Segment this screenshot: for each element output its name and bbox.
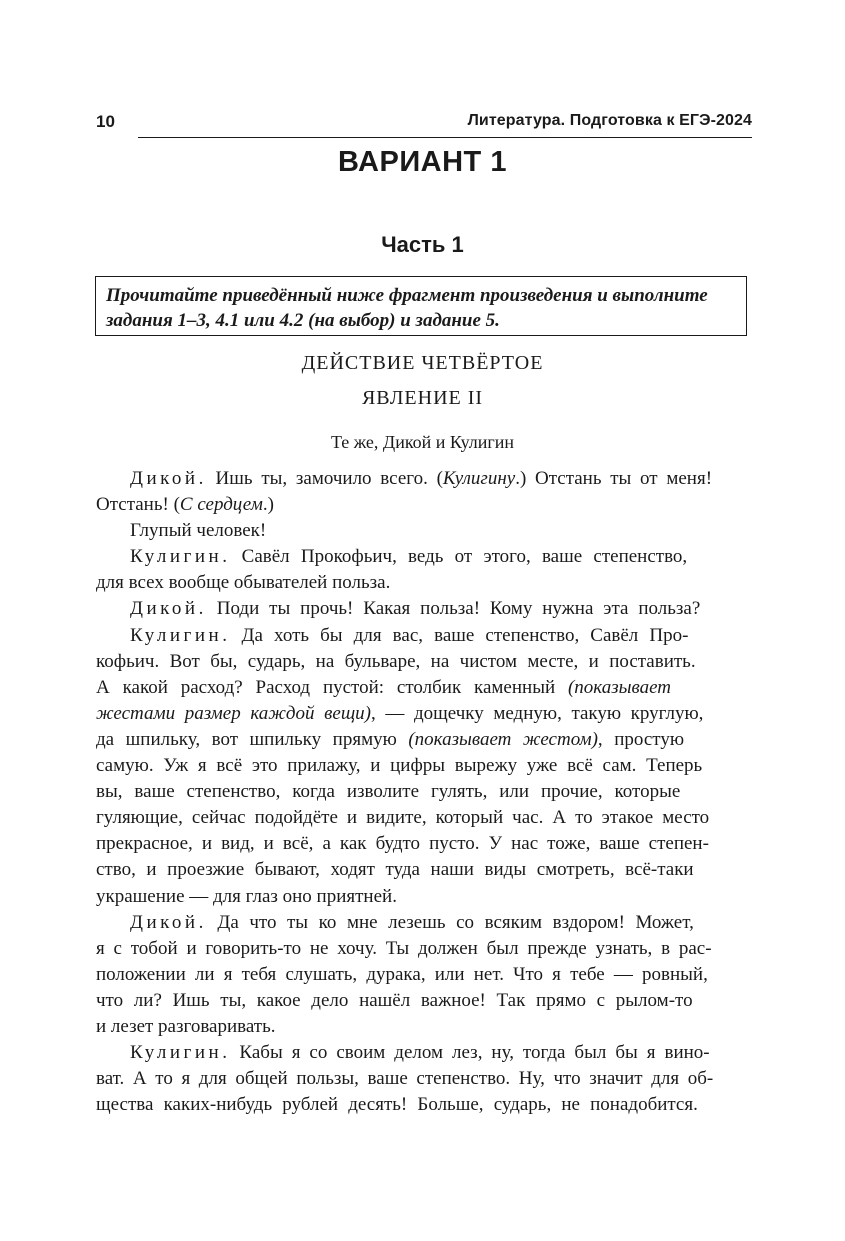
text-line: прекрасное, и вид, и всё, а как будто пусто. У нас тоже, ваше степен- xyxy=(96,833,709,855)
text-line: Кулигин. Савёл Прокофьич, ведь от этого, ваше степенство, xyxy=(130,546,688,568)
header-rule xyxy=(138,137,752,138)
text-line: Кулигин. Да хоть бы для вас, ваше степенство, Савёл Про- xyxy=(130,624,689,646)
text-line: Глупый человек! xyxy=(130,520,267,542)
variant-title: ВАРИАНТ 1 xyxy=(338,146,507,178)
text-line: ство, и проезжие бывают, ходят туда наши виды смотреть, всё-таки xyxy=(96,859,694,881)
speaker-name: Кулигин. xyxy=(130,1042,231,1064)
text-line: А какой расход? Расход пустой: столбик каменный (показывает xyxy=(96,676,672,698)
text-line: щества каких-нибудь рублей десять! Больше, сударь, не понадобится. xyxy=(96,1094,698,1116)
text-line: жестами размер каждой вещи), — дощечку медную, такую круглую, xyxy=(96,702,704,724)
speaker-name: Дикой. xyxy=(130,911,207,933)
text-line: кофьич. Вот бы, сударь, на бульваре, на чистом месте, и поставить. xyxy=(96,650,696,672)
scene-title: ЯВЛЕНИЕ II xyxy=(361,387,484,409)
book-title: Литература. Подготовка к ЕГЭ-2024 xyxy=(467,112,752,129)
text-line: что ли? Ишь ты, какое дело нашёл важное! Так прямо с рылом-то xyxy=(96,989,693,1011)
text-line: Кулигин. Кабы я со своим делом лез, ну, тогда был бы я вино- xyxy=(130,1042,710,1064)
text-line: самую. Уж я всё это прилажу, и цифры вырежу уже всё сам. Теперь xyxy=(96,755,703,777)
text-line: Дикой. Ишь ты, замочило всего. (Кулигину.) Отстань ты от меня! xyxy=(130,468,713,489)
speaker-name: Дикой. xyxy=(130,598,207,620)
speaker-name: Кулигин. xyxy=(130,624,231,646)
text-line: ват. А то я для общей пользы, ваше степенство. Ну, что значит для об- xyxy=(96,1068,714,1090)
task-instruction-box xyxy=(95,276,747,336)
speaker-name: Кулигин. xyxy=(130,546,231,568)
text-line: Дикой. Да что ты ко мне лезешь со всяким вздором! Может, xyxy=(130,911,694,933)
text-line: украшение — для глаз оно приятней. xyxy=(96,885,397,907)
text-line: я с тобой и говорить-то не хочу. Ты должен был прежде узнать, в рас- xyxy=(96,937,712,959)
task-line-1: Прочитайте приведённый ниже фрагмент произведения и выполните xyxy=(106,285,708,306)
text-line: для всех вообще обывателей польза. xyxy=(96,572,391,594)
stage-direction: С сердцем xyxy=(179,494,263,516)
stage-direction: (показывает xyxy=(567,676,672,698)
text-line: Отстань! (С сердцем.) xyxy=(96,494,274,516)
text-line: и лезет разговаривать. xyxy=(96,1015,276,1037)
stage-direction: (показывает жестом) xyxy=(408,728,598,750)
page-number: 10 xyxy=(96,112,115,131)
stage-direction: Кулигину xyxy=(442,468,516,489)
text-line: положении ли я тебя слушать, дурака, или нет. Что я тебе — ровный, xyxy=(96,963,708,985)
text-line: гуляющие, сейчас подойдёте и видите, который час. А то этакое место xyxy=(96,807,710,829)
running-head xyxy=(96,112,752,140)
text-line: да шпильку, вот шпильку прямую (показывает жестом), простую xyxy=(96,728,685,750)
task-line-2: задания 1–3, 4.1 или 4.2 (на выбор) и задание 5. xyxy=(106,310,500,331)
play-text xyxy=(96,466,752,1118)
stage-direction: жестами размер каждой вещи) xyxy=(96,702,371,724)
speaker-name: Дикой. xyxy=(130,468,207,489)
text-line: Дикой. Поди ты прочь! Какая польза! Кому нужна эта польза? xyxy=(130,598,701,620)
act-title: ДЕЙСТВИЕ ЧЕТВЁРТОЕ xyxy=(301,352,544,374)
text-line: вы, ваше степенство, когда изволите гулять, или прочие, которые xyxy=(96,781,681,803)
part-title: Часть 1 xyxy=(381,232,464,257)
cast-list: Те же, Дикой и Кулигин xyxy=(330,432,515,452)
